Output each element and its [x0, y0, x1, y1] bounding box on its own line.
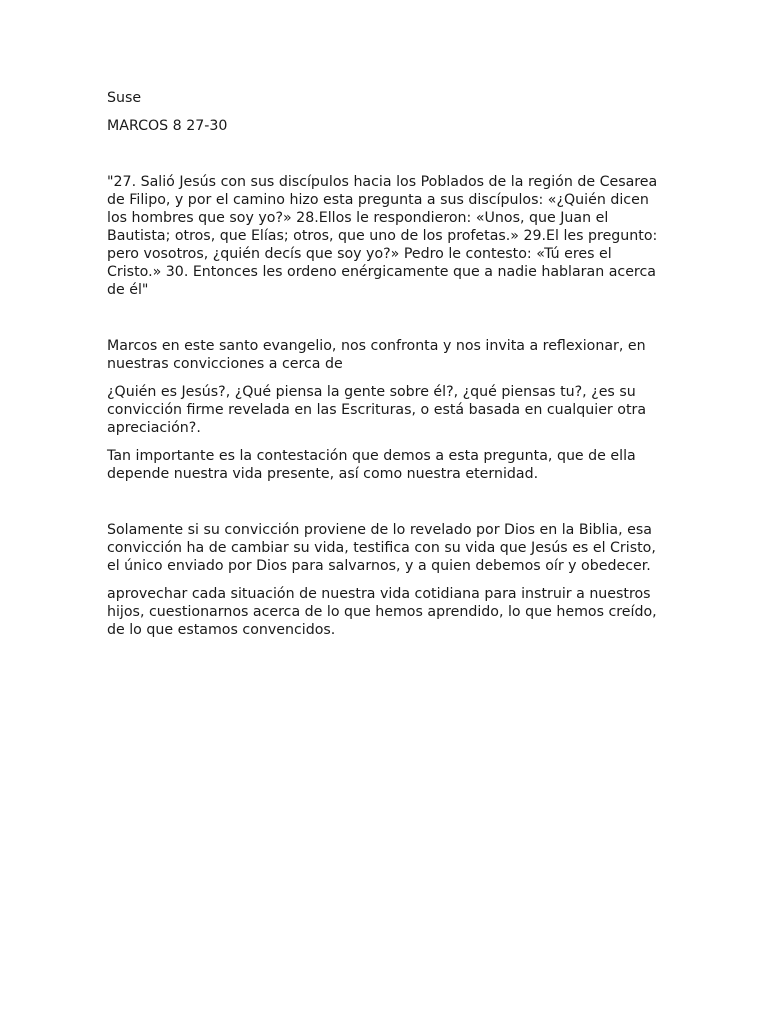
scripture-reference: MARCOS 8 27-30: [107, 118, 228, 134]
paragraph-5: aprovechar cada situación de nuestra vida cotidiana para instruir a nuestros hijos, cuestionarnos acerca de lo que hemos aprendido, lo que hemos creído, de lo que estamos convencidos.: [107, 586, 657, 638]
paragraph-4: Solamente si su convicción proviene de lo revelado por Dios en la Biblia, esa convicción ha de cambiar su vida, testifica con su vida que Jesús es el Cristo, el único enviado por Dios para salvarnos, y a quien debemos oír y obedecer.: [107, 522, 656, 574]
author-name: Suse: [107, 90, 142, 106]
document-page: [107, 89, 667, 649]
scripture-quote: "27. Salió Jesús con sus discípulos hacia los Poblados de la región de Cesarea de Filipo, y por el camino hizo esta pregunta a sus discípulos: «¿Quién dicen los hombres que soy yo?» 28.Ellos le respondieron: «Unos, que Juan el Bautista; otros, que Elías; otros, que uno de los profetas.» 29.El les pregunto: pero vosotros, ¿quién decís que soy yo?» Pedro le contesto: «Tú eres el Cristo.» 30. Entonces les ordeno enérgicamente que a nadie hablaran acerca de él": [107, 174, 658, 298]
paragraph-3: Tan importante es la contestación que demos a esta pregunta, que de ella depende nuestra vida presente, así como nuestra eternidad.: [107, 448, 636, 482]
paragraph-2: ¿Quién es Jesús?, ¿Qué piensa la gente sobre él?, ¿qué piensas tu?, ¿es su convicción firme revelada en las Escrituras, o está basada en cualquier otra apreciación?.: [107, 384, 647, 436]
paragraph-1: Marcos en este santo evangelio, nos confronta y nos invita a reflexionar, en nuestras convicciones a cerca de: [107, 338, 646, 372]
